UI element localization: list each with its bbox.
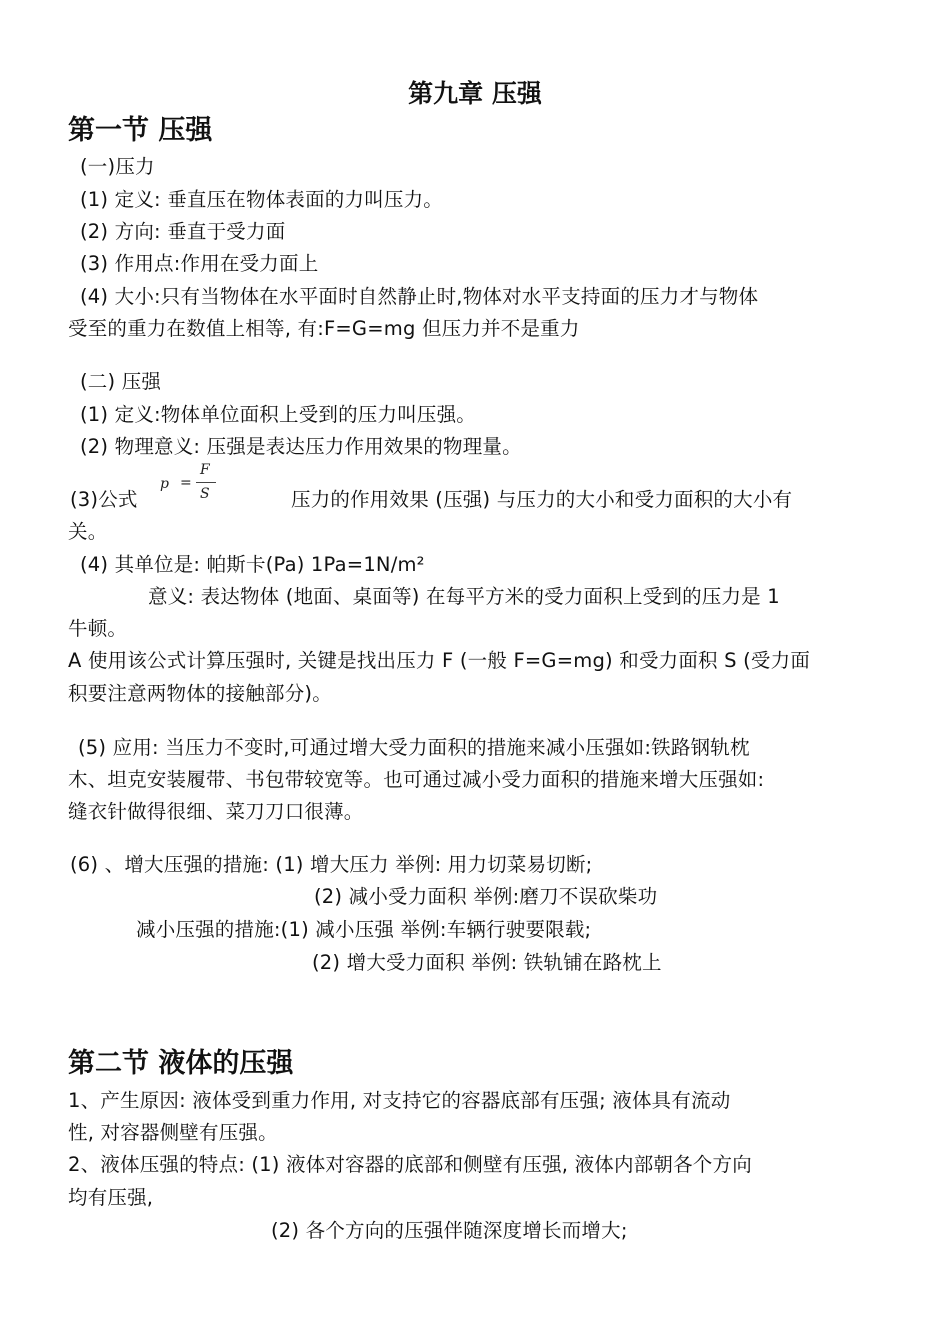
liquid-feature-line-2: 均有压强, bbox=[68, 1186, 154, 1209]
application-line-2: 木、坦克安装履带、书包带较宽等。也可通过减小受力面积的措施来增大压强如: bbox=[68, 768, 765, 791]
force-size-line-1: (4) 大小:只有当物体在水平面时自然静止时,物体对水平支持面的压力才与物体 bbox=[80, 285, 759, 308]
unit-meaning-line-2: 牛顿。 bbox=[68, 617, 128, 640]
unit-meaning-line-1: 意义: 表达物体 (地面、桌面等) 在每平方米的受力面积上受到的压力是 1 bbox=[148, 585, 780, 608]
chapter-title: 第九章 压强 bbox=[408, 79, 542, 108]
force-definition: (1) 定义: 垂直压在物体表面的力叫压力。 bbox=[80, 188, 443, 211]
pressure-meaning: (2) 物理意义: 压强是表达压力作用效果的物理量。 bbox=[80, 435, 522, 458]
formula-description-line-2: 关。 bbox=[68, 520, 108, 543]
use-formula-line-2: 积要注意两物体的接触部分)。 bbox=[68, 682, 332, 705]
application-line-3: 缝衣针做得很细、菜刀刀口很薄。 bbox=[68, 800, 364, 823]
formula-equals: = bbox=[180, 475, 192, 491]
formula-p: p bbox=[160, 476, 169, 492]
pressure-heading: (二) 压强 bbox=[80, 370, 162, 393]
force-size-line-2: 受至的重力在数值上相等, 有:F=G=mg 但压力并不是重力 bbox=[68, 317, 580, 340]
formula-label: (3)公式 bbox=[70, 488, 138, 511]
formula-numerator: F bbox=[200, 462, 210, 478]
measures-decrease-line-2: (2) 增大受力面积 举例: 铁轨铺在路枕上 bbox=[312, 951, 662, 974]
liquid-cause-line-1: 1、产生原因: 液体受到重力作用, 对支持它的容器底部有压强; 液体具有流动 bbox=[68, 1089, 731, 1112]
formula-description-line-1: 压力的作用效果 (压强) 与压力的大小和受力面积的大小有 bbox=[291, 488, 793, 511]
section-2-title: 第二节 液体的压强 bbox=[68, 1048, 294, 1079]
formula-denominator: S bbox=[200, 486, 210, 502]
fraction-bar bbox=[196, 482, 216, 483]
liquid-feature-line-1: 2、液体压强的特点: (1) 液体对容器的底部和侧壁有压强, 液体内部朝各个方向 bbox=[68, 1153, 752, 1176]
pressure-definition: (1) 定义:物体单位面积上受到的压力叫压强。 bbox=[80, 403, 476, 426]
measures-increase-line-2: (2) 减小受力面积 举例:磨刀不误砍柴功 bbox=[314, 885, 658, 908]
measures-increase-line-1: (6) 、增大压强的措施: (1) 增大压力 举例: 用力切菜易切断; bbox=[70, 853, 593, 876]
application-line-1: (5) 应用: 当压力不变时,可通过增大受力面积的措施来减小压强如:铁路钢轨枕 bbox=[78, 736, 750, 759]
pressure-formula bbox=[160, 460, 230, 510]
liquid-feature-line-3: (2) 各个方向的压强伴随深度增长而增大; bbox=[271, 1219, 628, 1242]
liquid-cause-line-2: 性, 对容器侧壁有压强。 bbox=[68, 1121, 278, 1144]
section-1-title: 第一节 压强 bbox=[68, 115, 213, 146]
force-heading: (一)压力 bbox=[80, 155, 155, 178]
unit-line: (4) 其单位是: 帕斯卡(Pa) 1Pa=1N/m² bbox=[80, 553, 425, 576]
measures-decrease-line-1: 减小压强的措施:(1) 减小压强 举例:车辆行驶要限载; bbox=[136, 918, 592, 941]
force-direction: (2) 方向: 垂直于受力面 bbox=[80, 220, 286, 243]
force-application-point: (3) 作用点:作用在受力面上 bbox=[80, 252, 319, 275]
use-formula-line-1: A 使用该公式计算压强时, 关键是找出压力 F (一般 F=G=mg) 和受力面积 S (受力面 bbox=[68, 649, 811, 672]
